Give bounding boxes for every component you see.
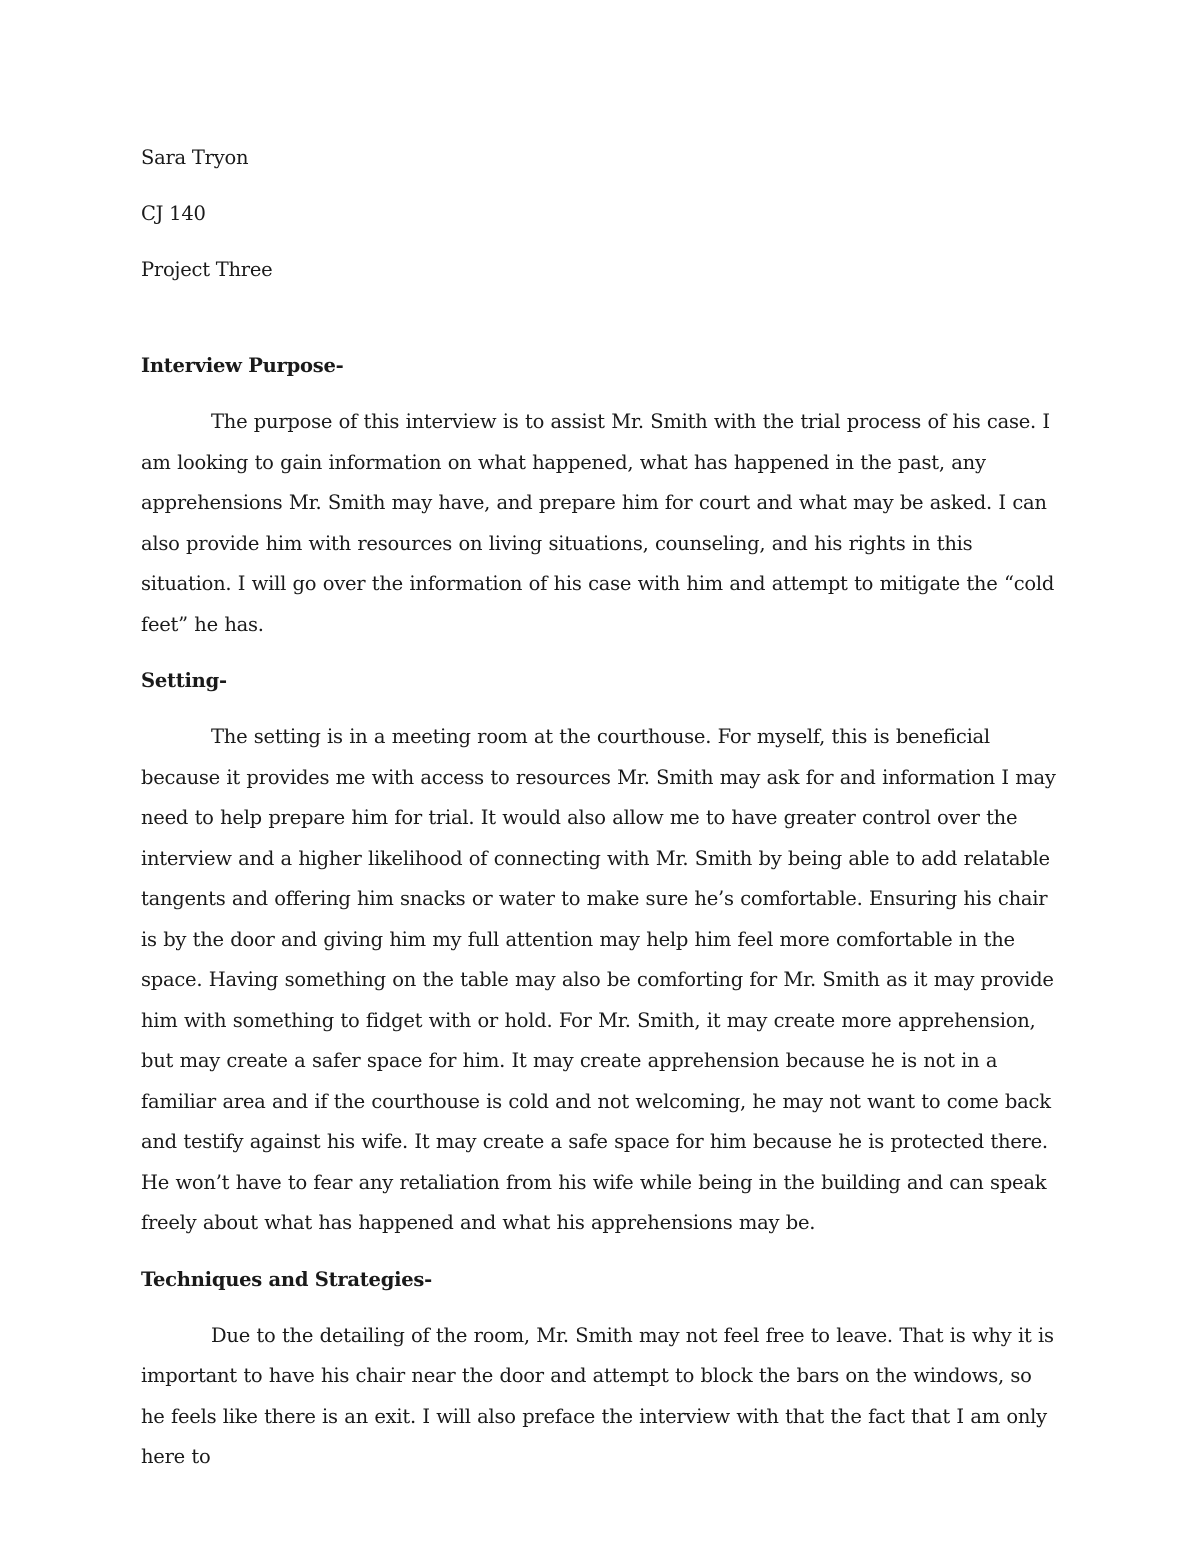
section-heading: Interview Purpose- (141, 354, 344, 377)
document-header (141, 138, 1059, 290)
section-interview-purpose (141, 346, 1059, 645)
section-techniques-strategies (141, 1260, 1059, 1478)
author-name: Sara Tryon (141, 146, 249, 169)
section-setting (141, 661, 1059, 1244)
assignment-title: Project Three (141, 258, 273, 281)
course-code: CJ 140 (141, 202, 206, 225)
section-paragraph: The setting is in a meeting room at the courthouse. For myself, this is beneficial because it provides me with access to resources Mr. Smith may ask for and information I may need to help prepare him for trial. It would also allow me to have greater control over the interview and a higher likelihood of connecting with Mr. Smith by being able to add relatable tangents and offering him snacks or water to make sure he’s comfortable. Ensuring his chair is by the door and giving him my full attention may help him feel more comfortable in the space. Having something on the table may also be comforting for Mr. Smith as it may provide him with something to fidget with or hold. For Mr. Smith, it may create more apprehension, but may create a safer space for him. It may create apprehension because he is not in a familiar area and if the courthouse is cold and not welcoming, he may not want to come back and testify against his wife. It may create a safe space for him because he is protected there. He won’t have to fear any retaliation from his wife while being in the building and can speak freely about what has happened and what his apprehensions may be. (141, 725, 1056, 1234)
section-heading: Techniques and Strategies- (141, 1267, 432, 1291)
document-body (141, 138, 1059, 1494)
section-paragraph: The purpose of this interview is to assist Mr. Smith with the trial process of his case. I am looking to gain information on what happened, what has happened in the past, any apprehensions Mr. Smith may have, and prepare him for court and what may be asked. I can also provide him with resources on living situations, counseling, and his rights in this situation. I will go over the information of his case with him and attempt to mitigate the “cold feet” he has. (141, 410, 1055, 636)
section-paragraph: Due to the detailing of the room, Mr. Smith may not feel free to leave. That is why it is important to have his chair near the door and attempt to block the bars on the windows, so he feels like there is an exit. I will also preface the interview with that the fact that I am only here to (141, 1323, 1054, 1468)
section-heading: Setting- (141, 669, 227, 692)
